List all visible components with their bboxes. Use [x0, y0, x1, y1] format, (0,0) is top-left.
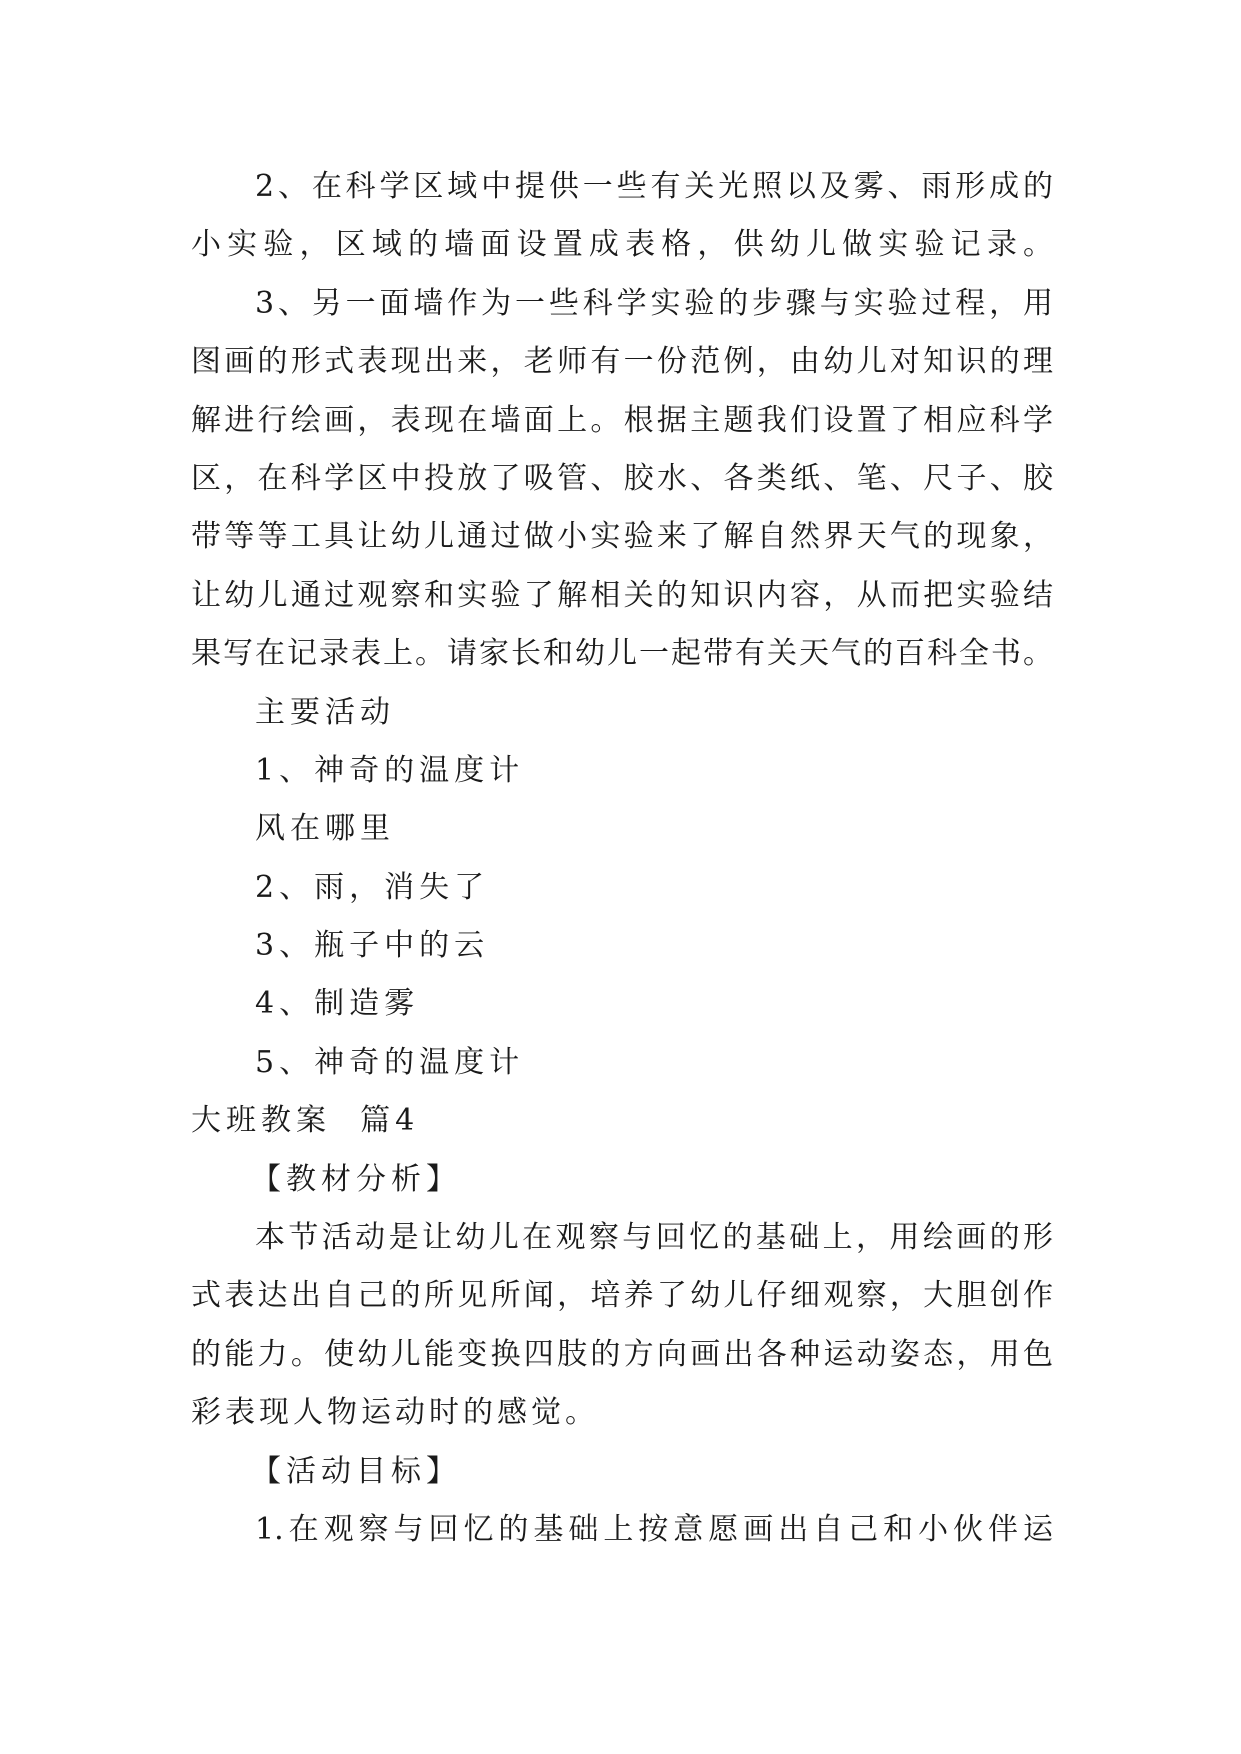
paragraph-line: 1.在观察与回忆的基础上按意愿画出自己和小伙伴运	[255, 1511, 1053, 1547]
paragraph-line: 图画的形式表现出来，老师有一份范例，由幼儿对知识的理	[191, 344, 1053, 380]
paragraph-line: 式表达出自己的所见所闻，培养了幼儿仔细观察，大胆创作	[191, 1278, 1053, 1314]
section-heading: 【教材分析】	[251, 1161, 461, 1197]
paragraph-line: 本节活动是让幼儿在观察与回忆的基础上，用绘画的形	[255, 1220, 1053, 1256]
paragraph-line: 区，在科学区中投放了吸管、胶水、各类纸、笔、尺子、胶	[191, 460, 1053, 496]
document-page	[191, 158, 1053, 1559]
section-heading: 【活动目标】	[251, 1453, 461, 1489]
list-item: 风在哪里	[255, 811, 395, 847]
article-heading: 大班教案 篇4	[191, 1103, 420, 1139]
list-item: 3、瓶子中的云	[255, 928, 490, 964]
paragraph-line: 带等等工具让幼儿通过做小实验来了解自然界天气的现象，	[191, 519, 1053, 555]
list-item: 2、雨，消失了	[255, 869, 490, 905]
paragraph-line: 果写在记录表上。请家长和幼儿一起带有关天气的百科全书。	[191, 636, 1053, 672]
paragraph-line: 的能力。使幼儿能变换四肢的方向画出各种运动姿态，用色	[191, 1336, 1053, 1372]
paragraph-line: 解进行绘画，表现在墙面上。根据主题我们设置了相应科学	[191, 402, 1053, 438]
list-item: 1、神奇的温度计	[255, 752, 525, 788]
paragraph-line: 让幼儿通过观察和实验了解相关的知识内容，从而把实验结	[191, 577, 1053, 613]
paragraph-line: 3、另一面墙作为一些科学实验的步骤与实验过程，用	[255, 285, 1053, 321]
list-item: 5、神奇的温度计	[255, 1044, 525, 1080]
section-heading: 主要活动	[255, 694, 395, 730]
paragraph-line: 彩表现人物运动时的感觉。	[191, 1395, 599, 1431]
paragraph-line: 2、在科学区域中提供一些有关光照以及雾、雨形成的	[255, 169, 1053, 204]
list-item: 4、制造雾	[255, 986, 420, 1022]
paragraph-line: 小实验，区域的墙面设置成表格，供幼儿做实验记录。	[191, 227, 1053, 263]
